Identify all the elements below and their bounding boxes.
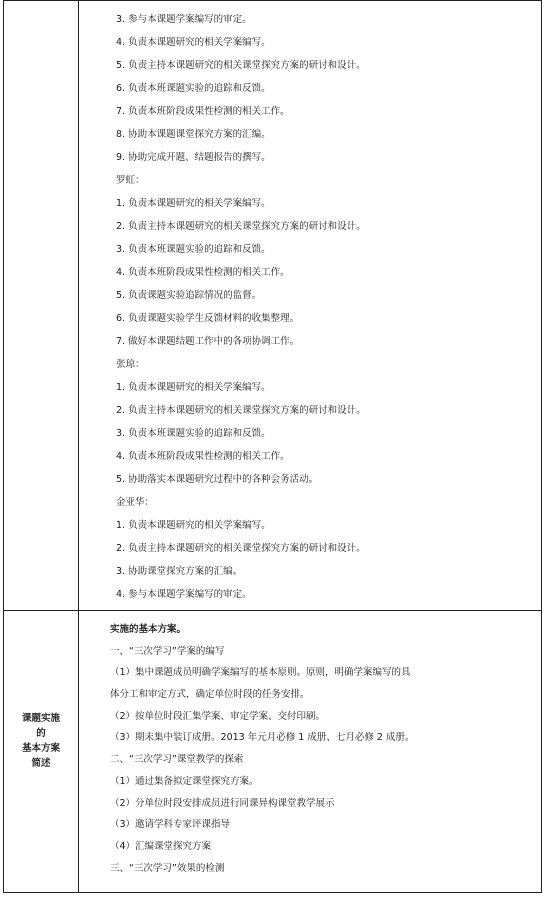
plan-table — [3, 0, 542, 893]
text-line: 4. 负责本课题研究的相关学案编写。 — [116, 37, 271, 48]
basic-plan-list — [110, 619, 535, 879]
text-line: 4. 负责本班阶段成果性检测的相关工作。 — [116, 451, 290, 462]
text-line: 1. 负责本课题研究的相关学案编写。 — [116, 382, 271, 393]
text-line: 6. 负责课题实验学生反馈材料的收集整理。 — [116, 313, 300, 324]
text-line: 6. 负责本班课题实验的追踪和反馈。 — [116, 83, 271, 94]
section-heading: 实施的基本方案。 — [110, 624, 187, 635]
text-line: 7. 负责本班阶段成果性检测的相关工作。 — [116, 106, 290, 117]
text-line: 3. 协助课堂探究方案的汇编。 — [116, 566, 243, 577]
text-line: 2. 负责主持本课题研究的相关课堂探究方案的研讨和设计。 — [116, 543, 366, 554]
text-line: 3. 参与本课题学案编写的审定。 — [116, 14, 252, 25]
text-line: 7. 做好本课题结题工作中的各项协调工作。 — [116, 336, 300, 347]
text-line: （1）通过集备拟定课堂探究方案。 — [110, 775, 259, 787]
text-line: 8. 协助本课题课堂探究方案的汇编。 — [116, 129, 271, 140]
text-line: 5. 负责课题实验追踪情况的监督。 — [116, 290, 262, 301]
basic-plan-content-cell — [79, 611, 541, 892]
text-line: 金亚华： — [116, 497, 155, 508]
text-line: 罗虹： — [116, 175, 145, 186]
basic-plan-label — [4, 711, 78, 771]
text-line: 9. 协助完成开题、结题报告的撰写。 — [116, 152, 271, 163]
label-line: 的 — [36, 728, 46, 739]
text-line: 一、“三次学习”学案的编写 — [110, 645, 225, 657]
text-line: 4. 负责本班阶段成果性检测的相关工作。 — [116, 267, 290, 278]
text-line: 三、“三次学习”效果的检测 — [110, 862, 225, 874]
basic-plan-label-cell — [4, 611, 79, 892]
member-duties-content-cell — [79, 1, 541, 610]
text-line: 5. 负责主持本课题研究的相关课堂探究方案的研讨和设计。 — [116, 60, 366, 71]
text-line: 5. 协助落实本课题研究过程中的各种会务活动。 — [116, 474, 319, 485]
text-line: 二、“三次学习”课堂教学的探索 — [110, 754, 244, 766]
text-line: 1. 负责本课题研究的相关学案编写。 — [116, 520, 271, 531]
member-duties-row — [4, 1, 541, 611]
text-line: 3. 负责本班课题实验的追踪和反馈。 — [116, 244, 271, 255]
text-line: 1. 负责本课题研究的相关学案编写。 — [116, 198, 271, 209]
basic-plan-row — [4, 611, 541, 892]
text-line: 2. 负责主持本课题研究的相关课堂探究方案的研讨和设计。 — [116, 405, 366, 416]
member-duties-list — [116, 8, 535, 606]
text-line: 张琼： — [116, 359, 145, 370]
text-line: （3）期末集中装订成册。2013 年元月必修 1 成册、七月必修 2 成册。 — [110, 732, 415, 744]
label-line: 简述 — [31, 758, 51, 769]
label-line: 基本方案 — [21, 743, 60, 754]
text-line: （4）汇编课堂探究方案 — [110, 840, 212, 852]
text-line: 2. 负责主持本课题研究的相关课堂探究方案的研讨和设计。 — [116, 221, 366, 232]
text-line: 体分工和审定方式，确定单位时段的任务安排。 — [110, 689, 310, 701]
label-line: 课题实施 — [21, 713, 60, 724]
text-line: （3）邀请学科专家评课指导 — [110, 819, 231, 831]
text-line: 4. 参与本课题学案编写的审定。 — [116, 589, 252, 600]
text-line: （2）按单位时段汇集学案、审定学案、交付印刷。 — [110, 710, 326, 722]
text-line: 3. 负责本班课题实验的追踪和反馈。 — [116, 428, 271, 439]
member-duties-label-cell — [4, 1, 79, 610]
text-line: （2）分单位时段安排成员进行同课异构课堂教学展示 — [110, 797, 335, 809]
text-line: （1）集中课题成员明确学案编写的基本原则。原则，明确学案编写的具 — [110, 667, 411, 679]
